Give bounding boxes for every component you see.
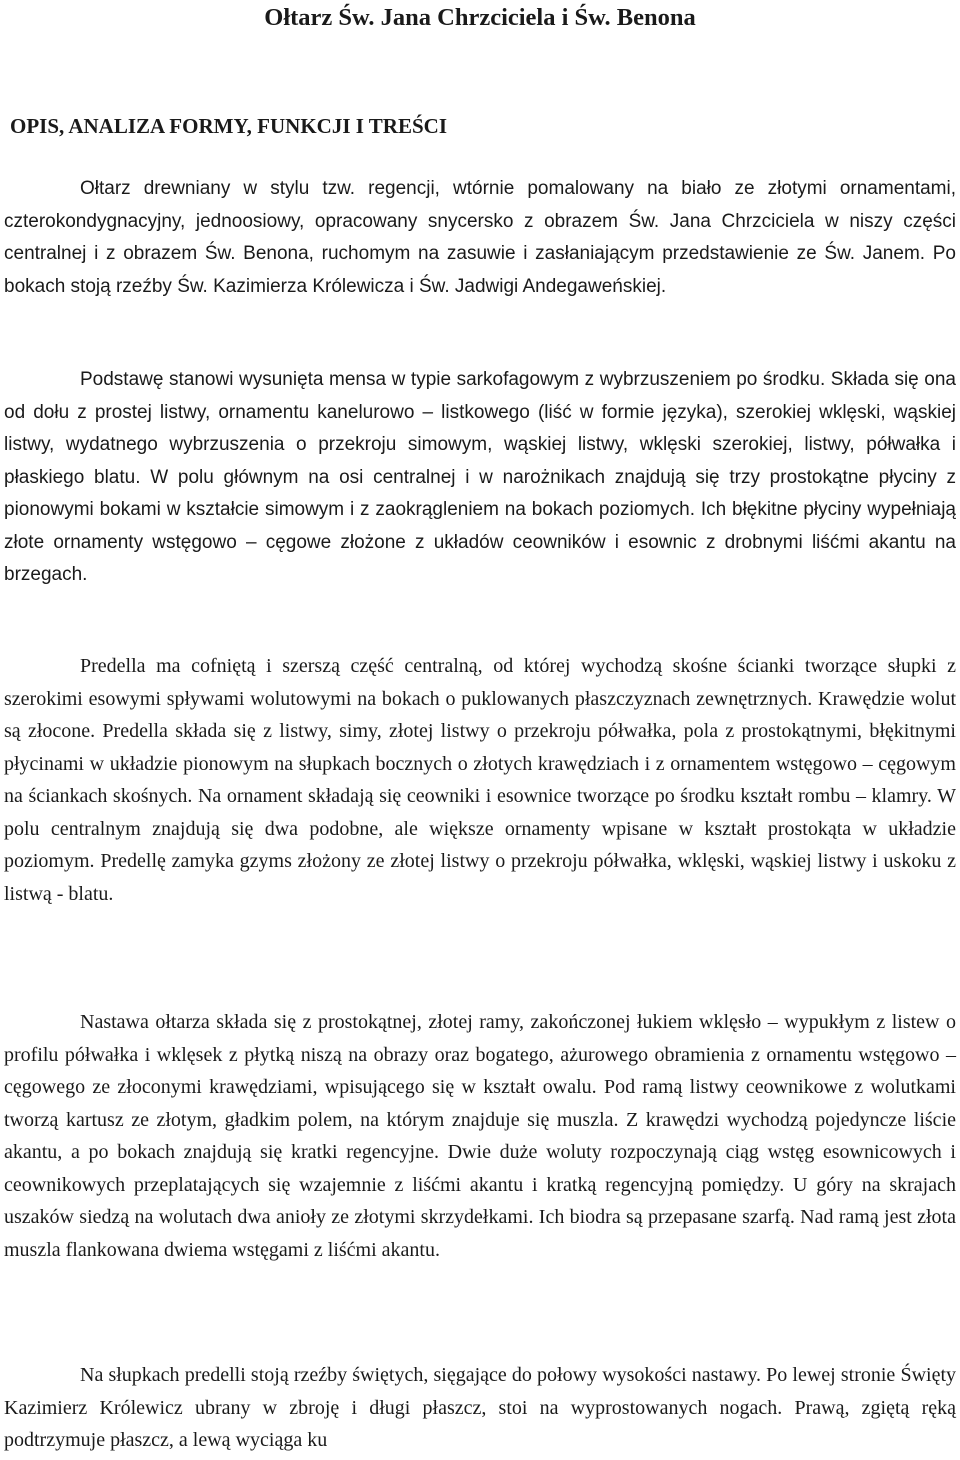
paragraph-mensa: Podstawę stanowi wysunięta mensa w typie sarkofagowym z wybrzuszeniem po środku. Składa się ona od dołu z prostej listwy, ornamentu kanelurowo – listkowego (liść w formie języka), szerokiej wklęski, wąskiej listwy, wydatnego wybrzuszenia o przekroju simowym, wąskiej listwy, wklęski szerokiej, listwy, półwałka i płaskiego blatu. W polu głównym na osi centralnej i w narożnikach znajdują się trzy prostokątne płyciny z pionowymi bokami w kształcie simowym i z zaokrągleniem na bokach poziomych. Ich błękitne płyciny wypełniają złote ornamenty wstęgowo – cęgowe złożone z układów ceowników i esownic z drobnymi liśćmi akantu na brzegach. [4, 369, 956, 585]
paragraph-intro: Ołtarz drewniany w stylu tzw. regencji, wtórnie pomalowany na biało ze złotymi ornamentami, czterokondygnacyjny, jednoosiowy, opracowany snycersko z obrazem Św. Jana Chrzciciela w niszy części centralnej i z obrazem Św. Benona, ruchomym na zasuwie i zasłaniającym przedstawienie ze Św. Janem. Po bokach stoją rzeźby Św. Kazimierza Królewicza i Św. Jadwigi Andegaweńskiej. [4, 178, 956, 297]
document-title: Ołtarz Św. Jana Chrzciciela i Św. Benona [264, 4, 696, 31]
section-heading: OPIS, ANALIZA FORMY, FUNKCJI I TREŚCI [10, 114, 448, 138]
paragraph-nastawa: Nastawa ołtarza składa się z prostokątnej, złotej ramy, zakończonej łukiem wklęsło – wypukłym z listew o profilu półwałka i wklęsek z płytką niszą na obrazy oraz bogatego, ażurowego obramienia z ornamentu wstęgowo – cęgowego ze złoconymi krawędziami, wpisującego się w kształt owalu. Pod ramą listwy ceownikowe z wolutkami tworzą kartusz ze złotym, gładkim polem, na którym znajduje się muszla. Z krawędzi wychodzą pojedyncze liście akantu, a po bokach znajdują się kratki regencyjne. Dwie duże woluty rozpoczynają ciąg wstęg esownicowych i ceownikowych przeplatających się wzajemnie z liśćmi akantu i kratką regencyjną pomiędzy. U góry na skrajach uszaków siedzą na wolutach dwa anioły ze złotymi skrzydełkami. Ich biodra są przepasane szarfą. Nad ramą jest złota muszla flankowana dwiema wstęgami z liśćmi akantu. [4, 1011, 956, 1261]
paragraph-predella: Predella ma cofniętą i szerszą część centralną, od której wychodzą skośne ścianki tworzące słupki z szerokimi esowymi spływami wolutowymi na bokach o puklowanych płaszczyznach zewnętrznych. Krawędzie wolut są złocone. Predella składa się z listwy, simy, złotej listwy o przekroju półwałka, pola z prostokątnymi, błękitnymi płycinami w układzie pionowym na słupkach bocznych o złotych krawędziach i z ornamentem wstęgowo – cęgowym na ściankach skośnych. Na ornament składają się ceowniki i esownice tworzące po środku kształt rombu – klamry. W polu centralnym znajdują się dwa podobne, ale większe ornamenty wpisane w kształt prostokąta w układzie poziomym. Predellę zamyka gzyms złożony ze złotej listwy o przekroju półwałka, wklęski, wąskiej listwy i uskoku z listwą - blatu. [4, 655, 956, 905]
paragraph-sculptures: Na słupkach predelli stoją rzeźby świętych, sięgające do połowy wysokości nastawy. Po lewej stronie Święty Kazimierz Królewicz ubrany w zbroję i długi płaszcz, stoi na wyprostowanych nogach. Prawą, zgiętą ręką podtrzymuje płaszcz, a lewą wyciąga ku [4, 1364, 956, 1451]
